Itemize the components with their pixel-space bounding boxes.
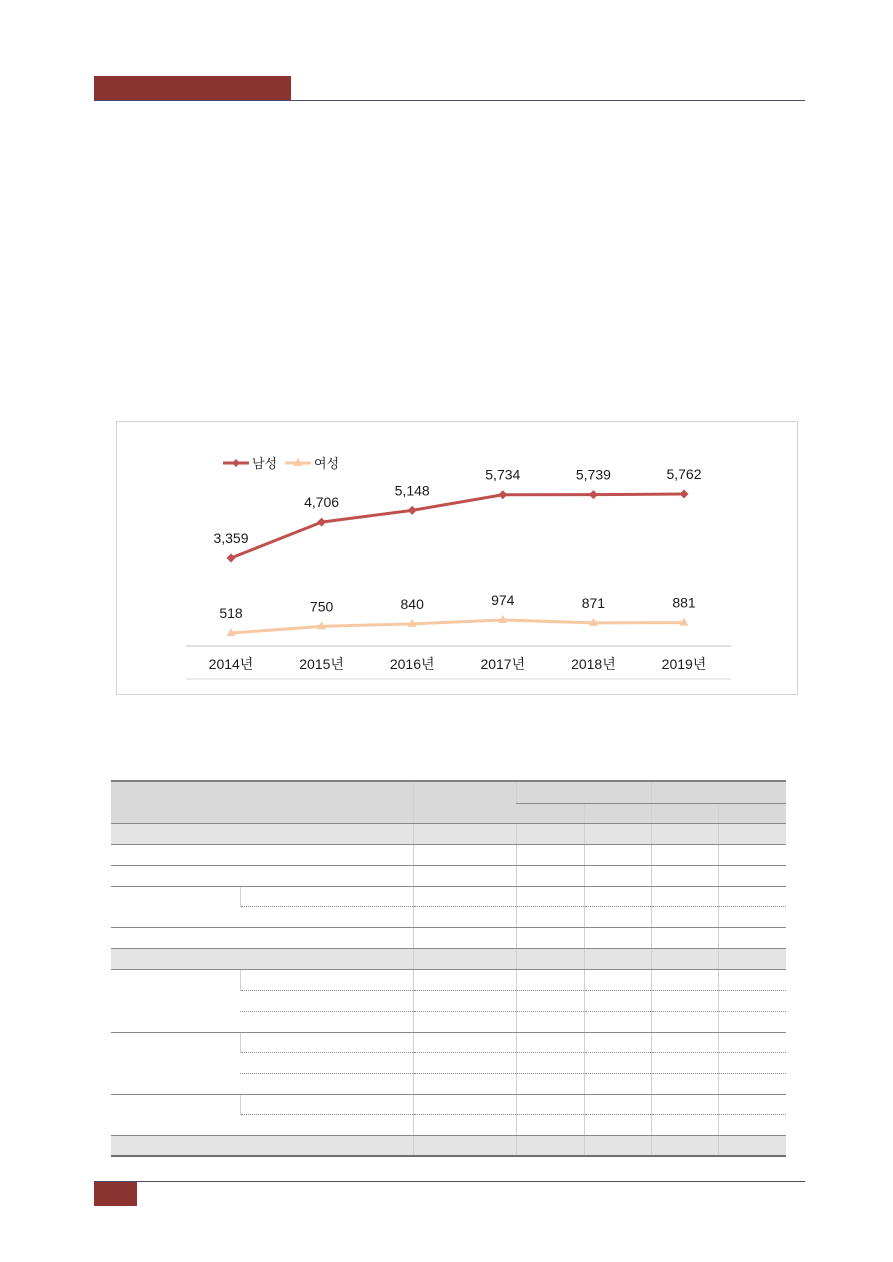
line-chart <box>116 421 798 695</box>
footer-rule <box>94 1181 805 1182</box>
data-label: 750 <box>309 598 334 615</box>
table-header-cell <box>413 781 516 823</box>
x-tick-label: 2017년 <box>480 656 526 672</box>
table-row <box>111 844 786 865</box>
table-row <box>111 969 786 990</box>
data-label: 5,734 <box>485 466 521 483</box>
footer-accent-bar <box>94 1182 137 1206</box>
table-header-cell <box>516 803 584 823</box>
x-tick-label: 2016년 <box>389 656 435 672</box>
data-point <box>680 490 689 499</box>
table-header-cell <box>651 781 786 803</box>
data-label: 518 <box>219 605 243 621</box>
table-header-cell <box>516 781 651 803</box>
x-tick-label: 2015년 <box>299 656 344 672</box>
x-tick-label: 2014년 <box>208 656 254 672</box>
table-header-cell <box>111 781 413 823</box>
data-label: 5,762 <box>666 466 702 482</box>
header-accent-bar <box>94 76 291 100</box>
table-row <box>111 865 786 886</box>
table-row <box>111 886 786 906</box>
table-row <box>111 1094 786 1114</box>
x-tick-label: 2019년 <box>661 656 707 672</box>
series-line-female <box>231 620 684 633</box>
table-header-cell <box>584 803 651 823</box>
legend-label: 여성 <box>314 456 340 471</box>
data-point <box>498 490 507 499</box>
data-point <box>589 490 598 499</box>
data-point <box>317 518 326 527</box>
x-tick-label: 2018년 <box>571 656 616 672</box>
data-label: 840 <box>400 595 424 612</box>
statistics-table <box>111 780 786 1157</box>
data-label: 871 <box>581 594 606 611</box>
data-label: 5,739 <box>575 466 611 483</box>
table-header-cell <box>651 803 718 823</box>
table-row <box>111 927 786 948</box>
line-chart-svg <box>117 422 797 694</box>
data-label: 5,148 <box>394 482 430 499</box>
legend-marker <box>232 459 240 467</box>
data-label: 4,706 <box>304 494 340 511</box>
table-header-cell <box>718 803 786 823</box>
table-row <box>111 1032 786 1052</box>
legend-label: 남성 <box>252 456 278 471</box>
table-row <box>111 948 786 969</box>
header-rule <box>94 100 805 101</box>
table-row <box>111 823 786 844</box>
series-line-male <box>231 494 684 558</box>
table-row <box>111 1135 786 1156</box>
data-point <box>408 506 417 515</box>
table-header-row <box>111 781 786 803</box>
data-point <box>227 554 236 563</box>
data-label: 974 <box>491 592 515 608</box>
data-label: 881 <box>672 594 696 611</box>
data-label: 3,359 <box>213 530 249 546</box>
